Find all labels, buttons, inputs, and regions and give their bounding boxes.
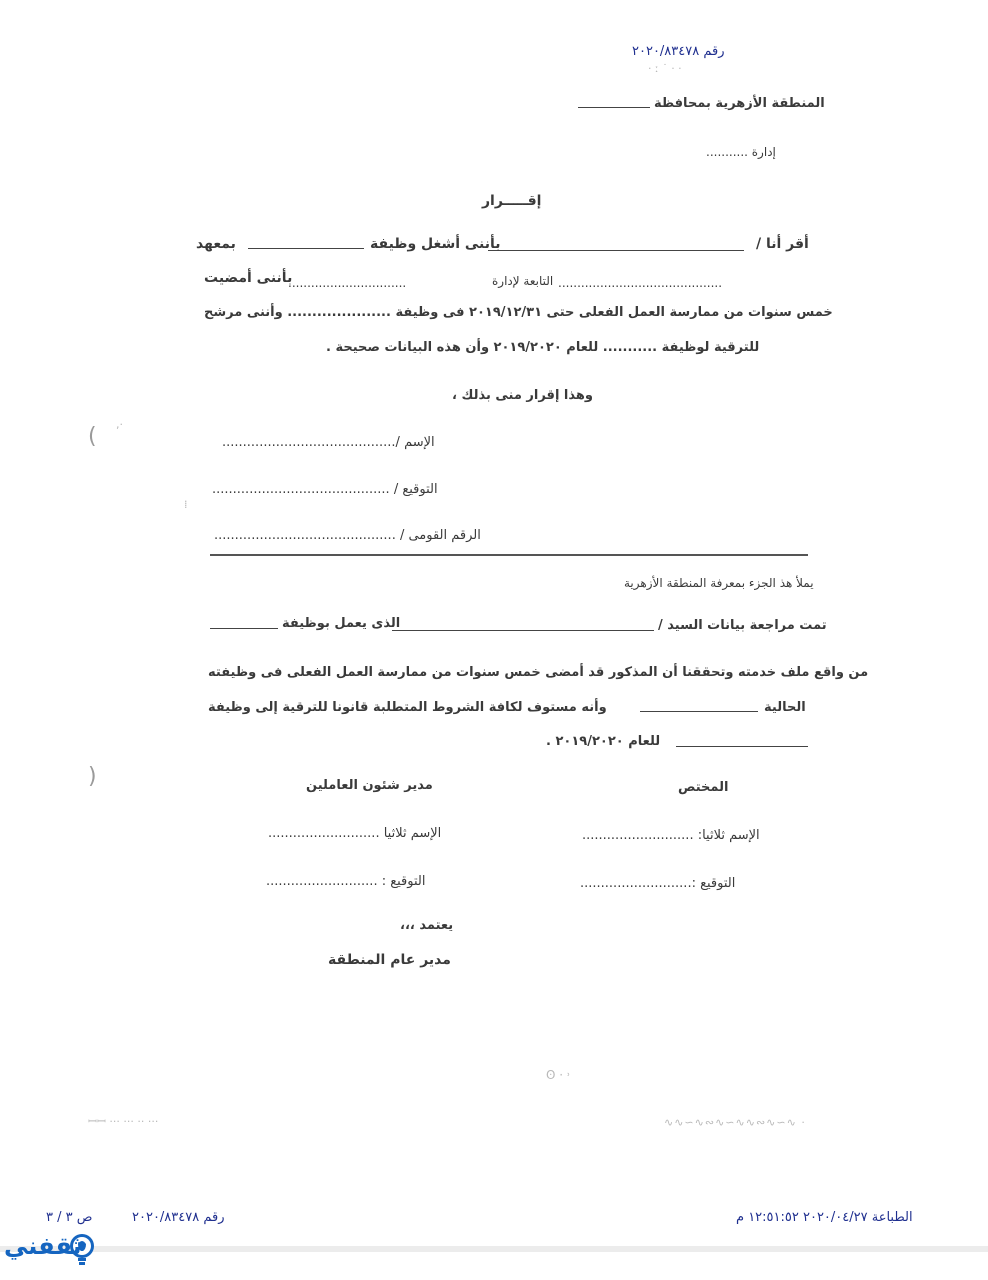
declaration-line3: خمس سنوات من ممارسة العمل الفعلى حتى ٢٠١٩/١٢/٣١ فى وظيفة ..................... وأننى مرشح (204, 305, 833, 320)
scan-noise: ∿∿∽∿∾∿∽∿∿∾∿∽∿ · (664, 1116, 806, 1129)
name-blank (488, 250, 744, 251)
specialist-signature-field: التوقيع :........................... (580, 876, 736, 891)
document-number: رقم ٢٠٢٠/٨٣٤٧٨ (632, 44, 725, 59)
declaration-line2-c: ............................... (288, 276, 407, 290)
scan-noise: ,· (116, 418, 123, 431)
scan-noise: · ː ˙ · · (648, 62, 682, 75)
current-job-blank (640, 711, 758, 712)
review-paragraph-3: للعام ٢٠١٩/٢٠٢٠ . (546, 734, 661, 749)
logo-text: ثقفني (4, 1232, 82, 1260)
specialist-name-field: الإسم ثلاثيا: ........................... (582, 828, 760, 843)
hr-manager-title: مدير شئون العاملين (306, 778, 433, 793)
region-blank (578, 107, 650, 108)
declaration-line1-a: أقر أنا / (756, 236, 809, 252)
name-field: الإسم /.......................................... (222, 435, 435, 450)
declaration-line2-d: بأننى أمضيت (204, 270, 293, 286)
scan-bottom-edge (0, 1246, 988, 1252)
review-job-blank (210, 628, 278, 629)
declaration-closing: وهذا إقرار منى بذلك ، (452, 388, 593, 403)
review-line1-b: الذى يعمل بوظيفة (282, 616, 401, 631)
declaration-line1-b: بأننى أشغل وظيفة (370, 236, 501, 252)
national-id-field: الرقم القومى / ............................................ (214, 528, 481, 543)
hr-name-field: الإسم ثلاثيا ........................... (268, 826, 442, 841)
specialist-title: المختص (678, 780, 729, 795)
document-title: إقـــــرار (482, 193, 542, 209)
declaration-line2-a: ........................................... (558, 276, 723, 290)
region-label: المنطقة الأزهرية بمحافظة (654, 96, 825, 111)
review-paragraph-2-a: الحالية (764, 700, 806, 715)
review-paragraph-2-b: وأنه مستوف لكافة الشروط المتطلبة قانونا للترقية إلى وظيفة (208, 700, 607, 715)
page-indicator: ص ٣ / ٣ (46, 1210, 93, 1225)
review-name-blank (392, 630, 654, 631)
signature-field: التوقيع / ........................................... (212, 482, 438, 497)
declaration-line2-b: التابعة لإدارة (492, 274, 554, 288)
hr-signature-field: التوقيع : ........................... (266, 874, 426, 889)
scan-noise: ⁞ (184, 498, 188, 511)
scan-mark: ( (88, 424, 97, 449)
declaration-line4: للترقية لوظيفة ........... للعام ٢٠١٩/٢٠٢٠ وأن هذه البيانات صحيحة . (326, 340, 760, 355)
review-note: يملأ هذ الجزء بمعرفة المنطقة الأزهرية (624, 576, 814, 590)
approved-label: يعتمد ،،، (400, 918, 454, 933)
review-line1-a: تمت مراجعة بيانات السيد / (658, 618, 827, 633)
footer-document-number: رقم ٢٠٢٠/٨٣٤٧٨ (132, 1210, 225, 1225)
declaration-line1-c: بمعهد (196, 236, 236, 252)
promotion-job-blank (676, 746, 808, 747)
director-general-title: مدير عام المنطقة (328, 952, 451, 968)
review-paragraph-1: من واقع ملف خدمته وتحققنا أن المذكور قد أمضى خمس سنوات من ممارسة العمل الفعلى فى وظيفته (208, 665, 869, 680)
site-logo (2, 1226, 98, 1272)
job-blank (248, 248, 364, 249)
section-divider (210, 554, 808, 556)
stamp-smudge: ʘ · ˒ (546, 1068, 571, 1082)
print-timestamp: الطباعة ٢٠٢٠/٠٤/٢٧ ١٢:٥١:٥٢ م (736, 1210, 913, 1225)
scan-noise: ꟷꟷ ··· ··· ·· ··· (88, 1115, 159, 1128)
scan-mark: ) (88, 764, 97, 789)
administration-label: إدارة ........... (706, 145, 776, 159)
